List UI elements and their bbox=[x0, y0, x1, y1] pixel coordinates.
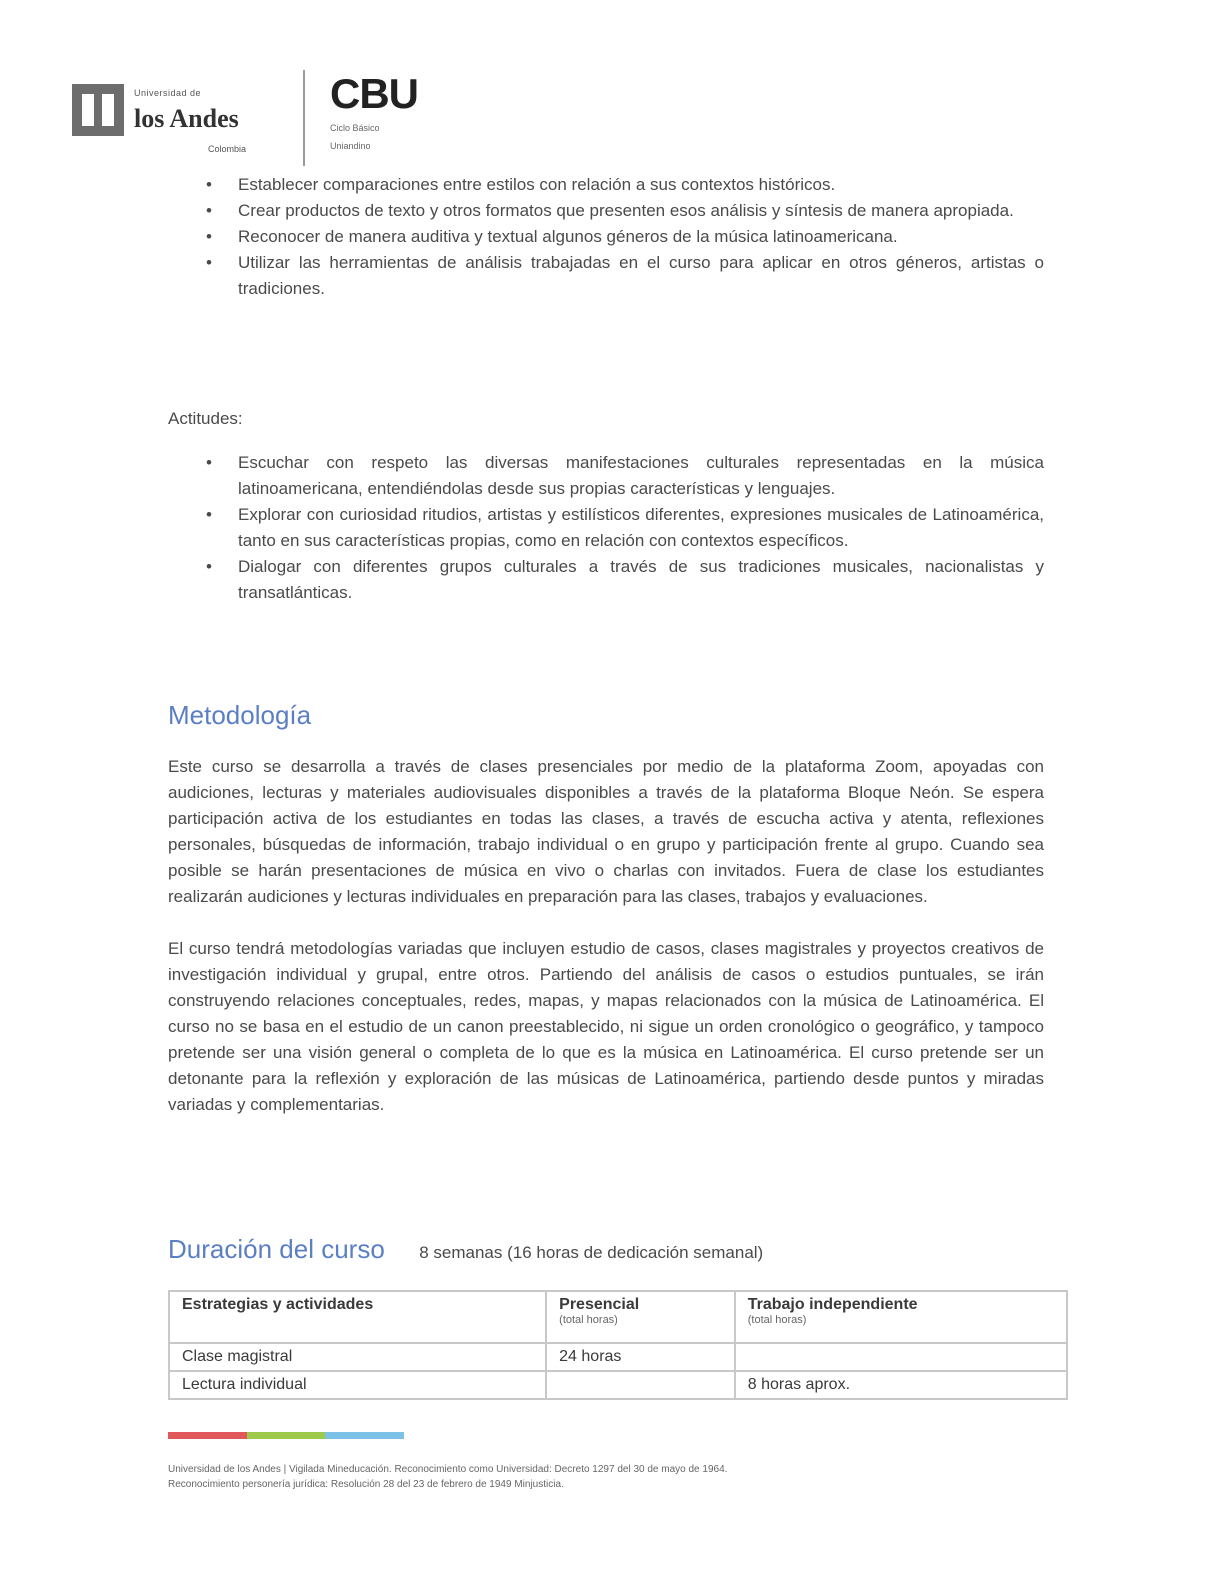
uniandes-emblem-icon bbox=[72, 84, 124, 136]
list-item: • Explorar con curiosidad ritudios, artistas y estilísticos diferentes, expresiones musicales de Latinoamérica, tanto en sus características propias, como en relación con contextos específicos. bbox=[168, 502, 1044, 554]
table-cell: 8 horas aprox. bbox=[735, 1371, 1067, 1399]
methodology-title: Metodología bbox=[168, 700, 312, 730]
methodology-paragraph-2: El curso tendrá metodologías variadas que incluyen estudio de casos, clases magistrales y proyectos creativos de investigación individual y grupal, entre otros. Partiendo del análisis de casos o estudios puntuales, se irán construyendo relaciones conceptuales, redes, mapas, y mapas relacionados con la música de Latinoamérica. El curso no se basa en el estudio de un canon preestablecido, ni sigue un orden cronológico o geográfico, y tampoco pretende ser una visión general o completa de lo que es la música en Latinoamérica. El curso pretende ser un detonante para la reflexión y exploración de las músicas de Latinoamérica, partiendo desde puntos y miradas variadas y complementarias. bbox=[168, 939, 1044, 1114]
table-cell: Clase magistral bbox=[169, 1343, 546, 1371]
color-bar-blue bbox=[325, 1432, 404, 1439]
list-item: • Utilizar las herramientas de análisis trabajadas en el curso para aplicar en otros géneros, artistas o tradiciones. bbox=[168, 250, 1044, 302]
footer-color-bar bbox=[168, 1432, 404, 1439]
table-row bbox=[169, 1371, 1067, 1399]
color-bar-green bbox=[247, 1432, 326, 1439]
list-item: • Dialogar con diferentes grupos culturales a través de sus tradiciones musicales, nacionalistas y transatlánticas. bbox=[168, 554, 1044, 606]
header-divider bbox=[303, 70, 305, 166]
cbu-logo-mark: CBU bbox=[330, 70, 418, 117]
cbu-logo-sub2: Uniandino bbox=[330, 141, 371, 151]
uniandes-logo-prefix: Universidad de bbox=[134, 88, 202, 98]
objectives-continued bbox=[168, 172, 1044, 302]
footer-line-1: Universidad de los Andes | Vigilada Mineducación. Reconocimiento como Universidad: Decreto 1297 del 30 de mayo de 1964. bbox=[168, 1464, 728, 1475]
list-item: • Establecer comparaciones entre estilos con relación a sus contextos históricos. bbox=[168, 172, 1044, 198]
uniandes-logo-country: Colombia bbox=[208, 144, 247, 154]
duration-title: Duración del curso bbox=[168, 1234, 385, 1264]
color-bar-red bbox=[168, 1432, 247, 1439]
activities-table bbox=[168, 1290, 1068, 1400]
list-item: • Escuchar con respeto las diversas manifestaciones culturales representadas en la música latinoamericana, entendiéndolas desde sus propias características y lenguajes. bbox=[168, 450, 1044, 502]
table-cell: Lectura individual bbox=[169, 1371, 546, 1399]
table-cell: 24 horas bbox=[546, 1343, 735, 1371]
cbu-logo-sub1: Ciclo Básico bbox=[330, 123, 380, 133]
duration-text: 8 semanas (16 horas de dedicación semanal) bbox=[419, 1243, 764, 1262]
table-header-cell: Estrategias y actividades bbox=[169, 1291, 546, 1343]
table-header-row bbox=[169, 1291, 1067, 1343]
cbu-logo bbox=[330, 72, 440, 152]
table-header-cell: Trabajo independiente (total horas) bbox=[735, 1291, 1067, 1343]
duration-row bbox=[168, 1234, 1068, 1265]
table-cell bbox=[546, 1371, 735, 1399]
attitudes-label: Actitudes: bbox=[168, 409, 243, 428]
methodology-section bbox=[168, 702, 1044, 1118]
page-footer bbox=[168, 1462, 988, 1492]
table-header-cell: Presencial (total horas) bbox=[546, 1291, 735, 1343]
list-item: • Crear productos de texto y otros formatos que presenten esos análisis y síntesis de manera apropiada. bbox=[168, 198, 1044, 224]
table-row bbox=[169, 1343, 1067, 1371]
uniandes-logo-name: los Andes bbox=[134, 104, 239, 133]
methodology-paragraph-1: Este curso se desarrolla a través de clases presenciales por medio de la plataforma Zoom, apoyadas con audiciones, lecturas y materiales audiovisuales disponibles a través de la plataforma Bloque Neón. Se espera participación activa de los estudiantes en todas las clases, a través de escucha activa y atenta, reflexiones personales, búsquedas de información, trabajo individual o en grupo y participación frente al grupo. Cuando sea posible se harán presentaciones de música en vivo o charlas con invitados. Fuera de clase los estudiantes realizarán audiciones y lecturas individuales en preparación para las clases, trabajos y evaluaciones. bbox=[168, 757, 1044, 906]
table-cell bbox=[735, 1343, 1067, 1371]
footer-line-2: Reconocimiento personería jurídica: Resolución 28 del 23 de febrero de 1949 Minjusticia. bbox=[168, 1479, 564, 1490]
list-item: • Reconocer de manera auditiva y textual algunos géneros de la música latinoamericana. bbox=[168, 224, 1044, 250]
uniandes-logo bbox=[70, 78, 270, 158]
attitudes-section bbox=[168, 406, 1044, 606]
